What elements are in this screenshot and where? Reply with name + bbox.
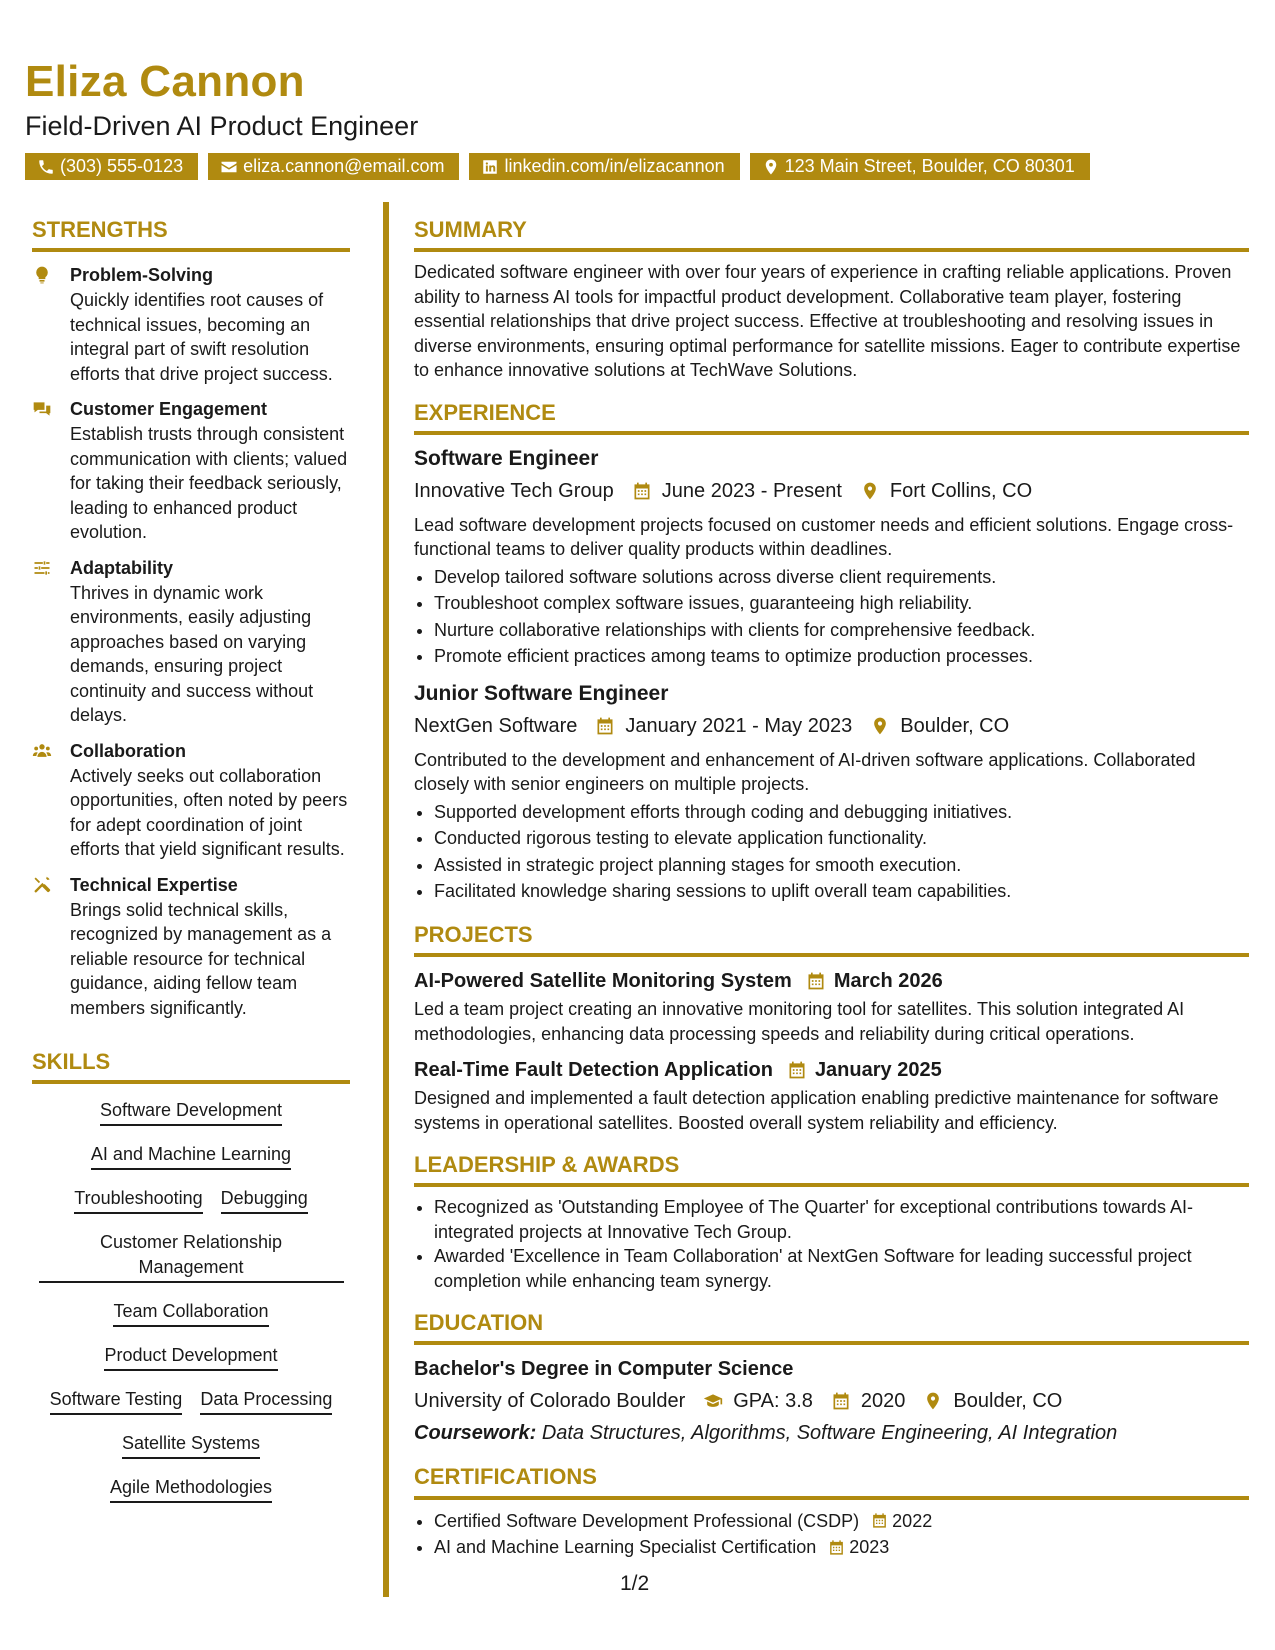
tools-icon [32, 875, 52, 895]
project-entry [414, 1056, 1249, 1135]
projects-heading: PROJECTS [414, 923, 1249, 957]
left-column [32, 218, 350, 1519]
page-number: 1/2 [620, 1572, 650, 1595]
certification-year: 2023 [849, 1537, 890, 1558]
list-item: • Promote efficient practices among teams to optimize production processes. [434, 643, 1249, 670]
strength-item [32, 262, 350, 386]
list-item: • Troubleshoot complex software issues, guaranteeing high reliability. [434, 590, 1249, 617]
job-dates: January 2021 - May 2023 [625, 714, 853, 737]
candidate-title: Field-Driven AI Product Engineer [25, 111, 419, 141]
strength-item [32, 555, 350, 728]
candidate-name: Eliza Cannon [25, 57, 305, 106]
strength-title: Collaboration [70, 740, 186, 761]
skill-tag [39, 1230, 344, 1283]
comments-icon [32, 399, 52, 419]
calendar-icon [787, 1060, 807, 1080]
skill-tag: Software Development [100, 1098, 282, 1126]
coursework-label: Coursework: [414, 1422, 537, 1445]
strength-item [32, 396, 350, 545]
job-meta [414, 477, 1249, 505]
job-bullets [414, 564, 1249, 670]
leadership-list [414, 1195, 1249, 1293]
contact-bar [25, 153, 1090, 180]
strength-title: Problem-Solving [70, 265, 214, 286]
project-title-row [414, 967, 1249, 995]
strength-title: Adaptability [70, 557, 174, 578]
calendar-icon [806, 971, 826, 991]
job-entry [414, 680, 1249, 905]
project-title-row [414, 1056, 1249, 1084]
education-heading: EDUCATION [414, 1311, 1249, 1345]
skill-tag: Data Processing [200, 1387, 332, 1415]
contact-email[interactable] [208, 153, 459, 180]
contact-email-text: eliza.cannon@email.com [243, 156, 445, 176]
strengths-heading: STRENGTHS [32, 218, 350, 252]
contact-phone-text: (303) 555-0123 [60, 156, 184, 176]
phone-icon [37, 158, 55, 176]
skill-tag: Troubleshooting [74, 1186, 202, 1214]
job-title: Software Engineer [414, 446, 599, 470]
right-column [414, 218, 1249, 1561]
skill-tag: Product Development [104, 1343, 277, 1371]
project-entry [414, 967, 1249, 1046]
strength-title: Customer Engagement [70, 399, 268, 420]
coursework [414, 1419, 1249, 1447]
experience-heading: EXPERIENCE [414, 401, 1249, 435]
certification-year: 2022 [892, 1510, 933, 1531]
skill-tag: Satellite Systems [122, 1431, 260, 1459]
job-meta [414, 712, 1249, 740]
strength-text: Establish trusts through consistent communication with clients; valued for taking their feedback seriously, leading to enhanced product evolution. [70, 424, 348, 543]
graduation-cap-icon [703, 1391, 723, 1411]
skills-heading: SKILLS [32, 1050, 350, 1084]
skills-list [32, 1098, 350, 1519]
summary-heading: SUMMARY [414, 218, 1249, 252]
skill-tag: Software Testing [50, 1387, 183, 1415]
degree: Bachelor's Degree in Computer Science [414, 1358, 794, 1381]
project-title: Real-Time Fault Detection Application [414, 1059, 773, 1082]
calendar-icon [632, 481, 652, 501]
list-item: • Develop tailored software solutions across diverse client requirements. [434, 564, 1249, 591]
users-icon [32, 741, 52, 761]
project-text: Designed and implemented a fault detection application enabling predictive maintenance for software systems in operational satellites. Boosted overall system reliability and efficiency. [414, 1088, 1219, 1133]
certification-name: • Certified Software Development Professional (CSDP) [434, 1510, 860, 1531]
sliders-icon [32, 558, 52, 578]
project-title: AI-Powered Satellite Monitoring System [414, 970, 792, 993]
list-item: • Conducted rigorous testing to elevate application functionality. [434, 825, 1249, 852]
calendar-icon [871, 1512, 888, 1529]
strength-text: Brings solid technical skills, recognized by management as a reliable resource for technical guidance, aiding fellow team members significantly. [70, 899, 332, 1018]
column-divider [383, 202, 389, 1597]
job-company: NextGen Software [414, 714, 578, 737]
leadership-heading: LEADERSHIP & AWARDS [414, 1153, 1249, 1187]
certifications-list [414, 1508, 1249, 1561]
contact-phone[interactable] [25, 153, 198, 180]
job-company: Innovative Tech Group [414, 479, 614, 502]
strength-text: Thrives in dynamic work environments, easily adjusting approaches based on varying demands, ensuring project continuity and success without delays. [70, 582, 314, 726]
job-entry [414, 445, 1249, 670]
list-item [434, 1508, 1249, 1535]
education-meta [414, 1387, 1249, 1415]
gpa: GPA: 3.8 [733, 1390, 813, 1413]
contact-address [750, 153, 1090, 180]
linkedin-icon [481, 158, 499, 176]
location-pin-icon [860, 481, 880, 501]
list-item: • Assisted in strategic project planning stages for smooth execution. [434, 852, 1249, 879]
skill-tag: Debugging [221, 1186, 308, 1214]
strength-text: Quickly identifies root causes of technical issues, becoming an integral part of swift resolution efforts that drive project success. [70, 290, 333, 384]
job-bullets [414, 799, 1249, 905]
strength-item [32, 872, 350, 1021]
list-item: • Recognized as 'Outstanding Employee of The Quarter' for exceptional contributions towards AI-integrated projects at Innovative Tech Group. [434, 1195, 1249, 1244]
strength-text: Actively seeks out collaboration opportunities, often noted by peers for adept coordination of joint efforts that yield significant results. [70, 765, 348, 860]
job-description: Lead software development projects focused on customer needs and efficient solutions. Engage cross-functional teams to deliver quality products within deadlines. [414, 514, 1234, 560]
skill-tag-text: Customer Relationship Management [99, 1232, 283, 1278]
contact-linkedin[interactable] [469, 153, 739, 180]
project-date: March 2026 [833, 970, 943, 993]
strength-title: Technical Expertise [70, 874, 238, 895]
job-location: Fort Collins, CO [889, 479, 1033, 502]
skill-tag: Team Collaboration [113, 1299, 268, 1327]
skill-tag: AI and Machine Learning [91, 1142, 291, 1170]
graduation-year: 2020 [860, 1390, 906, 1413]
certifications-heading: CERTIFICATIONS [414, 1465, 1249, 1499]
certification-name: • AI and Machine Learning Specialist Certification [434, 1537, 817, 1558]
job-description: Contributed to the development and enhancement of AI-driven software applications. Collaborated closely with senior engineers on multiple projects. [414, 749, 1196, 795]
list-item: • Supported development efforts through coding and debugging initiatives. [434, 799, 1249, 826]
envelope-icon [220, 158, 238, 176]
calendar-icon [828, 1539, 845, 1556]
coursework-list: Data Structures, Algorithms, Software Engineering, AI Integration [541, 1422, 1118, 1445]
calendar-icon [831, 1391, 851, 1411]
job-dates: June 2023 - Present [661, 479, 842, 502]
strength-item [32, 738, 350, 862]
list-item: • Facilitated knowledge sharing sessions to uplift overall team capabilities. [434, 878, 1249, 905]
job-title: Junior Software Engineer [414, 681, 669, 705]
lightbulb-icon [32, 265, 52, 285]
contact-address-text: 123 Main Street, Boulder, CO 80301 [784, 156, 1075, 176]
project-date: January 2025 [814, 1059, 942, 1082]
location-pin-icon [762, 158, 780, 176]
location-pin-icon [923, 1391, 943, 1411]
job-location: Boulder, CO [900, 714, 1010, 737]
list-item: • Awarded 'Excellence in Team Collaboration' at NextGen Software for leading successful project completion while enhancing team synergy. [434, 1244, 1249, 1293]
education-location: Boulder, CO [953, 1390, 1063, 1413]
contact-linkedin-text: linkedin.com/in/elizacannon [504, 156, 725, 176]
calendar-icon [595, 716, 615, 736]
school: University of Colorado Boulder [414, 1390, 686, 1413]
project-text: Led a team project creating an innovative monitoring tool for satellites. This solution integrated AI methodologies, enhancing data processing speeds and reliability during critical operations. [414, 999, 1185, 1044]
list-item [434, 1534, 1249, 1561]
list-item: • Nurture collaborative relationships with clients for comprehensive feedback. [434, 617, 1249, 644]
location-pin-icon [870, 716, 890, 736]
summary-text: Dedicated software engineer with over four years of experience in crafting reliable applications. Proven ability to harness AI tools for impactful product development. Collaborative team player, fostering essential relationships that drive project success. Effective at troubleshooting and resolving issues in diverse environments, ensuring optimal performance for satellite missions. Eager to contribute expertise to enhance innovative solutions at TechWave Solutions. [414, 262, 1241, 381]
skill-tag: Agile Methodologies [110, 1475, 272, 1503]
